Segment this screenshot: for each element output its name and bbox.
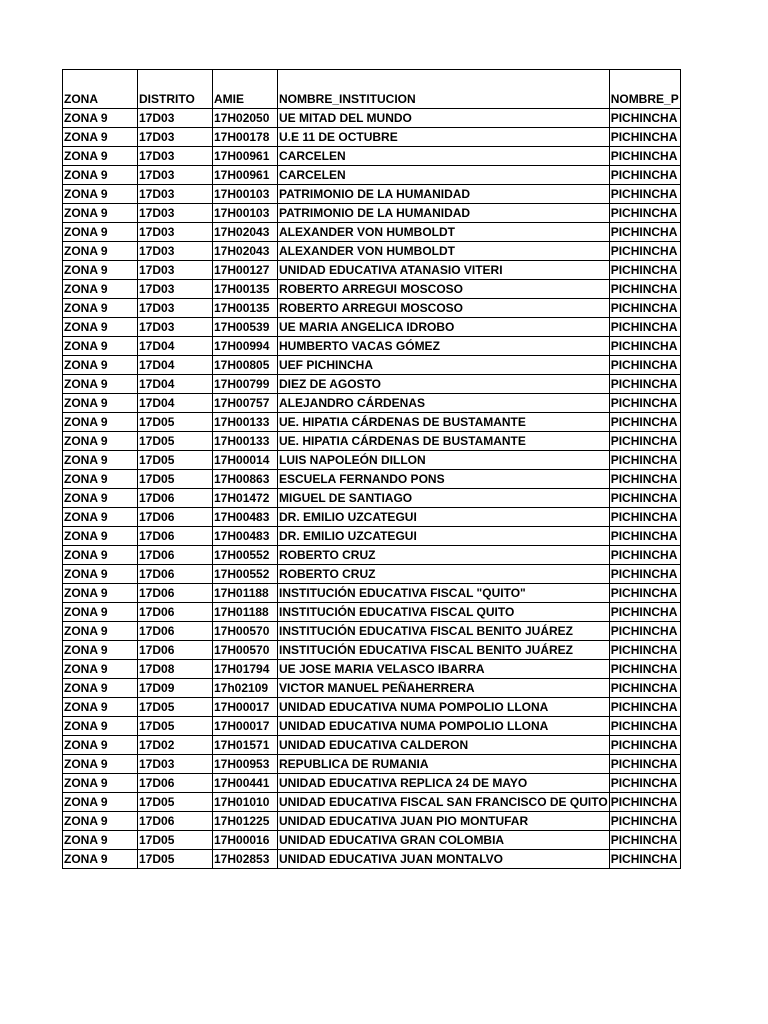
distrito-cell[interactable]: 17D06	[138, 527, 213, 546]
table-row	[63, 679, 681, 698]
provincia-cell[interactable]: PICHINCHA	[609, 850, 680, 869]
amie-cell[interactable]: 17H00127	[213, 261, 278, 280]
institucion-cell[interactable]: UNIDAD EDUCATIVA CALDERON	[278, 736, 610, 755]
zona-cell[interactable]: ZONA 9	[63, 299, 138, 318]
distrito-cell[interactable]: 17D03	[138, 280, 213, 299]
provincia-cell[interactable]: PICHINCHA	[609, 413, 680, 432]
institucion-cell[interactable]: UE MITAD DEL MUNDO	[278, 109, 610, 128]
zona-cell[interactable]: ZONA 9	[63, 508, 138, 527]
zona-cell[interactable]: ZONA 9	[63, 584, 138, 603]
institucion-cell[interactable]: ROBERTO ARREGUI MOSCOSO	[278, 299, 610, 318]
institucion-cell[interactable]: DR. EMILIO UZCATEGUI	[278, 508, 610, 527]
spreadsheet-table	[62, 69, 681, 869]
zona-cell[interactable]: ZONA 9	[63, 413, 138, 432]
provincia-cell[interactable]: PICHINCHA	[609, 546, 680, 565]
header-amie[interactable]: AMIE	[213, 70, 278, 109]
zona-cell[interactable]: ZONA 9	[63, 375, 138, 394]
provincia-cell[interactable]: PICHINCHA	[609, 831, 680, 850]
table-row	[63, 432, 681, 451]
provincia-cell[interactable]: PICHINCHA	[609, 774, 680, 793]
zona-cell[interactable]: ZONA 9	[63, 527, 138, 546]
zona-cell[interactable]: ZONA 9	[63, 128, 138, 147]
distrito-cell[interactable]: 17D06	[138, 546, 213, 565]
table-row	[63, 831, 681, 850]
provincia-cell[interactable]: PICHINCHA	[609, 565, 680, 584]
amie-cell[interactable]: 17H02043	[213, 242, 278, 261]
amie-cell[interactable]: 17H00483	[213, 527, 278, 546]
provincia-cell[interactable]: PICHINCHA	[609, 128, 680, 147]
amie-cell[interactable]: 17H01472	[213, 489, 278, 508]
provincia-cell[interactable]: PICHINCHA	[609, 166, 680, 185]
header-row	[63, 70, 681, 109]
provincia-cell[interactable]: PICHINCHA	[609, 318, 680, 337]
amie-cell[interactable]: 17H00799	[213, 375, 278, 394]
table-row	[63, 755, 681, 774]
distrito-cell[interactable]: 17D05	[138, 451, 213, 470]
provincia-cell[interactable]: PICHINCHA	[609, 584, 680, 603]
table-row	[63, 280, 681, 299]
amie-cell[interactable]: 17H00552	[213, 565, 278, 584]
distrito-cell[interactable]: 17D03	[138, 242, 213, 261]
institucion-cell[interactable]: ROBERTO CRUZ	[278, 546, 610, 565]
zona-cell[interactable]: ZONA 9	[63, 318, 138, 337]
table-row	[63, 261, 681, 280]
provincia-cell[interactable]: PICHINCHA	[609, 280, 680, 299]
provincia-cell[interactable]: PICHINCHA	[609, 508, 680, 527]
table-row	[63, 622, 681, 641]
table-row	[63, 850, 681, 869]
table-row	[63, 603, 681, 622]
distrito-cell[interactable]: 17D05	[138, 698, 213, 717]
distrito-cell[interactable]: 17D03	[138, 147, 213, 166]
table-row	[63, 793, 681, 812]
amie-cell[interactable]: 17H01225	[213, 812, 278, 831]
zona-cell[interactable]: ZONA 9	[63, 774, 138, 793]
distrito-cell[interactable]: 17D03	[138, 204, 213, 223]
institucion-cell[interactable]: MIGUEL DE SANTIAGO	[278, 489, 610, 508]
amie-cell[interactable]: 17H00016	[213, 831, 278, 850]
zona-cell[interactable]: ZONA 9	[63, 394, 138, 413]
header-nombre-institucion[interactable]: NOMBRE_INSTITUCION	[278, 70, 610, 109]
institucion-cell[interactable]: INSTITUCIÓN EDUCATIVA FISCAL BENITO JUÁREZ	[278, 641, 610, 660]
table-row	[63, 546, 681, 565]
amie-cell[interactable]: 17H02043	[213, 223, 278, 242]
institucion-cell[interactable]: LUIS NAPOLEÓN DILLON	[278, 451, 610, 470]
zona-cell[interactable]: ZONA 9	[63, 565, 138, 584]
institucion-cell[interactable]: ALEXANDER VON HUMBOLDT	[278, 242, 610, 261]
zona-cell[interactable]: ZONA 9	[63, 812, 138, 831]
zona-cell[interactable]: ZONA 9	[63, 204, 138, 223]
table-row	[63, 128, 681, 147]
zona-cell[interactable]: ZONA 9	[63, 223, 138, 242]
zona-cell[interactable]: ZONA 9	[63, 717, 138, 736]
zona-cell[interactable]: ZONA 9	[63, 489, 138, 508]
distrito-cell[interactable]: 17D03	[138, 223, 213, 242]
zona-cell[interactable]: ZONA 9	[63, 356, 138, 375]
zona-cell[interactable]: ZONA 9	[63, 546, 138, 565]
amie-cell[interactable]: 17H02050	[213, 109, 278, 128]
distrito-cell[interactable]: 17D06	[138, 508, 213, 527]
amie-cell[interactable]: 17H00135	[213, 280, 278, 299]
distrito-cell[interactable]: 17D03	[138, 185, 213, 204]
distrito-cell[interactable]: 17D03	[138, 128, 213, 147]
zona-cell[interactable]: ZONA 9	[63, 698, 138, 717]
table-row	[63, 204, 681, 223]
table-row	[63, 717, 681, 736]
institucion-cell[interactable]: VICTOR MANUEL PEÑAHERRERA	[278, 679, 610, 698]
institucion-cell[interactable]: CARCELEN	[278, 166, 610, 185]
provincia-cell[interactable]: PICHINCHA	[609, 755, 680, 774]
amie-cell[interactable]: 17H00178	[213, 128, 278, 147]
table-row	[63, 508, 681, 527]
provincia-cell[interactable]: PICHINCHA	[609, 812, 680, 831]
distrito-cell[interactable]: 17D06	[138, 641, 213, 660]
zona-cell[interactable]: ZONA 9	[63, 755, 138, 774]
amie-cell[interactable]: 17H00552	[213, 546, 278, 565]
provincia-cell[interactable]: PICHINCHA	[609, 451, 680, 470]
amie-cell[interactable]: 17H00961	[213, 147, 278, 166]
provincia-cell[interactable]: PICHINCHA	[609, 679, 680, 698]
zona-cell[interactable]: ZONA 9	[63, 641, 138, 660]
provincia-cell[interactable]: PICHINCHA	[609, 375, 680, 394]
institucion-cell[interactable]: ROBERTO ARREGUI MOSCOSO	[278, 280, 610, 299]
amie-cell[interactable]: 17H00539	[213, 318, 278, 337]
provincia-cell[interactable]: PICHINCHA	[609, 603, 680, 622]
institucion-cell[interactable]: UNIDAD EDUCATIVA JUAN MONTALVO	[278, 850, 610, 869]
amie-cell[interactable]: 17H00135	[213, 299, 278, 318]
distrito-cell[interactable]: 17D06	[138, 489, 213, 508]
institucion-cell[interactable]: UE. HIPATIA CÁRDENAS DE BUSTAMANTE	[278, 432, 610, 451]
institucion-cell[interactable]: INSTITUCIÓN EDUCATIVA FISCAL QUITO	[278, 603, 610, 622]
header-nombre-provincia[interactable]: NOMBRE_P	[609, 70, 680, 109]
amie-cell[interactable]: 17H00483	[213, 508, 278, 527]
institucion-cell[interactable]: UNIDAD EDUCATIVA REPLICA 24 DE MAYO	[278, 774, 610, 793]
distrito-cell[interactable]: 17D03	[138, 109, 213, 128]
amie-cell[interactable]: 17H00757	[213, 394, 278, 413]
amie-cell[interactable]: 17H01571	[213, 736, 278, 755]
institucion-cell[interactable]: INSTITUCIÓN EDUCATIVA FISCAL BENITO JUÁREZ	[278, 622, 610, 641]
distrito-cell[interactable]: 17D06	[138, 565, 213, 584]
distrito-cell[interactable]: 17D05	[138, 831, 213, 850]
institucion-cell[interactable]: CARCELEN	[278, 147, 610, 166]
amie-cell[interactable]: 17H00017	[213, 698, 278, 717]
provincia-cell[interactable]: PICHINCHA	[609, 242, 680, 261]
distrito-cell[interactable]: 17D06	[138, 812, 213, 831]
distrito-cell[interactable]: 17D05	[138, 793, 213, 812]
table-row	[63, 223, 681, 242]
provincia-cell[interactable]: PICHINCHA	[609, 261, 680, 280]
zona-cell[interactable]: ZONA 9	[63, 432, 138, 451]
table-row	[63, 413, 681, 432]
institucion-cell[interactable]: UNIDAD EDUCATIVA GRAN COLOMBIA	[278, 831, 610, 850]
table-row	[63, 375, 681, 394]
table-row	[63, 109, 681, 128]
distrito-cell[interactable]: 17D06	[138, 622, 213, 641]
table-row	[63, 489, 681, 508]
provincia-cell[interactable]: PICHINCHA	[609, 223, 680, 242]
table-body	[63, 109, 681, 869]
zona-cell[interactable]: ZONA 9	[63, 147, 138, 166]
amie-cell[interactable]: 17h02109	[213, 679, 278, 698]
table-row	[63, 242, 681, 261]
amie-cell[interactable]: 17H01794	[213, 660, 278, 679]
institucion-cell[interactable]: UEF PICHINCHA	[278, 356, 610, 375]
table-row	[63, 812, 681, 831]
zona-cell[interactable]: ZONA 9	[63, 166, 138, 185]
table-row	[63, 736, 681, 755]
institucion-cell[interactable]: ESCUELA FERNANDO PONS	[278, 470, 610, 489]
zona-cell[interactable]: ZONA 9	[63, 185, 138, 204]
zona-cell[interactable]: ZONA 9	[63, 831, 138, 850]
zona-cell[interactable]: ZONA 9	[63, 622, 138, 641]
table-row	[63, 299, 681, 318]
table-row	[63, 527, 681, 546]
amie-cell[interactable]: 17H00570	[213, 641, 278, 660]
provincia-cell[interactable]: PICHINCHA	[609, 356, 680, 375]
provincia-cell[interactable]: PICHINCHA	[609, 432, 680, 451]
zona-cell[interactable]: ZONA 9	[63, 337, 138, 356]
zona-cell[interactable]: ZONA 9	[63, 261, 138, 280]
amie-cell[interactable]: 17H01188	[213, 584, 278, 603]
provincia-cell[interactable]: PICHINCHA	[609, 660, 680, 679]
distrito-cell[interactable]: 17D06	[138, 603, 213, 622]
distrito-cell[interactable]: 17D03	[138, 261, 213, 280]
distrito-cell[interactable]: 17D03	[138, 755, 213, 774]
institucion-cell[interactable]: U.E 11 DE OCTUBRE	[278, 128, 610, 147]
distrito-cell[interactable]: 17D04	[138, 375, 213, 394]
institucion-cell[interactable]: UE JOSE MARIA VELASCO IBARRA	[278, 660, 610, 679]
institucion-cell[interactable]: UNIDAD EDUCATIVA NUMA POMPOLIO LLONA	[278, 698, 610, 717]
header-zona[interactable]: ZONA	[63, 70, 138, 109]
provincia-cell[interactable]: PICHINCHA	[609, 147, 680, 166]
amie-cell[interactable]: 17H02853	[213, 850, 278, 869]
distrito-cell[interactable]: 17D05	[138, 850, 213, 869]
zona-cell[interactable]: ZONA 9	[63, 451, 138, 470]
amie-cell[interactable]: 17H00953	[213, 755, 278, 774]
provincia-cell[interactable]: PICHINCHA	[609, 641, 680, 660]
amie-cell[interactable]: 17H00805	[213, 356, 278, 375]
zona-cell[interactable]: ZONA 9	[63, 660, 138, 679]
amie-cell[interactable]: 17H00133	[213, 413, 278, 432]
zona-cell[interactable]: ZONA 9	[63, 470, 138, 489]
provincia-cell[interactable]: PICHINCHA	[609, 489, 680, 508]
zona-cell[interactable]: ZONA 9	[63, 850, 138, 869]
distrito-cell[interactable]: 17D04	[138, 356, 213, 375]
institucion-cell[interactable]: UNIDAD EDUCATIVA ATANASIO VITERI	[278, 261, 610, 280]
table-row	[63, 337, 681, 356]
distrito-cell[interactable]: 17D03	[138, 166, 213, 185]
institucion-cell[interactable]: UE. HIPATIA CÁRDENAS DE BUSTAMANTE	[278, 413, 610, 432]
institucion-cell[interactable]: ROBERTO CRUZ	[278, 565, 610, 584]
distrito-cell[interactable]: 17D05	[138, 717, 213, 736]
distrito-cell[interactable]: 17D06	[138, 584, 213, 603]
distrito-cell[interactable]: 17D03	[138, 299, 213, 318]
institucion-cell[interactable]: DIEZ DE AGOSTO	[278, 375, 610, 394]
distrito-cell[interactable]: 17D02	[138, 736, 213, 755]
zona-cell[interactable]: ZONA 9	[63, 736, 138, 755]
zona-cell[interactable]: ZONA 9	[63, 242, 138, 261]
table-row	[63, 470, 681, 489]
table-row	[63, 641, 681, 660]
zona-cell[interactable]: ZONA 9	[63, 280, 138, 299]
table-row	[63, 774, 681, 793]
provincia-cell[interactable]: PICHINCHA	[609, 337, 680, 356]
distrito-cell[interactable]: 17D08	[138, 660, 213, 679]
header-distrito[interactable]: DISTRITO	[138, 70, 213, 109]
provincia-cell[interactable]: PICHINCHA	[609, 736, 680, 755]
table-row	[63, 318, 681, 337]
provincia-cell[interactable]: PICHINCHA	[609, 394, 680, 413]
provincia-cell[interactable]: PICHINCHA	[609, 527, 680, 546]
zona-cell[interactable]: ZONA 9	[63, 679, 138, 698]
table-row	[63, 698, 681, 717]
table-row	[63, 394, 681, 413]
table-row	[63, 147, 681, 166]
amie-cell[interactable]: 17H01010	[213, 793, 278, 812]
provincia-cell[interactable]: PICHINCHA	[609, 470, 680, 489]
institucion-cell[interactable]: UNIDAD EDUCATIVA FISCAL SAN FRANCISCO DE QUITO	[278, 793, 610, 812]
zona-cell[interactable]: ZONA 9	[63, 793, 138, 812]
distrito-cell[interactable]: 17D04	[138, 394, 213, 413]
distrito-cell[interactable]: 17D05	[138, 432, 213, 451]
distrito-cell[interactable]: 17D05	[138, 413, 213, 432]
amie-cell[interactable]: 17H00863	[213, 470, 278, 489]
institucion-cell[interactable]: UNIDAD EDUCATIVA NUMA POMPOLIO LLONA	[278, 717, 610, 736]
provincia-cell[interactable]: PICHINCHA	[609, 622, 680, 641]
amie-cell[interactable]: 17H00103	[213, 185, 278, 204]
table-row	[63, 451, 681, 470]
institucion-cell[interactable]: INSTITUCIÓN EDUCATIVA FISCAL "QUITO"	[278, 584, 610, 603]
institucion-cell[interactable]: PATRIMONIO DE LA HUMANIDAD	[278, 204, 610, 223]
institucion-cell[interactable]: HUMBERTO VACAS GÓMEZ	[278, 337, 610, 356]
institucion-cell[interactable]: DR. EMILIO UZCATEGUI	[278, 527, 610, 546]
amie-cell[interactable]: 17H00961	[213, 166, 278, 185]
provincia-cell[interactable]: PICHINCHA	[609, 109, 680, 128]
table-row	[63, 185, 681, 204]
table-row	[63, 660, 681, 679]
provincia-cell[interactable]: PICHINCHA	[609, 185, 680, 204]
institucion-cell[interactable]: UE MARIA ANGELICA IDROBO	[278, 318, 610, 337]
table-row	[63, 356, 681, 375]
distrito-cell[interactable]: 17D04	[138, 337, 213, 356]
institucion-cell[interactable]: REPUBLICA DE RUMANIA	[278, 755, 610, 774]
provincia-cell[interactable]: PICHINCHA	[609, 698, 680, 717]
provincia-cell[interactable]: PICHINCHA	[609, 717, 680, 736]
amie-cell[interactable]: 17H00441	[213, 774, 278, 793]
provincia-cell[interactable]: PICHINCHA	[609, 299, 680, 318]
table-row	[63, 584, 681, 603]
institucion-cell[interactable]: ALEXANDER VON HUMBOLDT	[278, 223, 610, 242]
institucion-cell[interactable]: PATRIMONIO DE LA HUMANIDAD	[278, 185, 610, 204]
institucion-cell[interactable]: UNIDAD EDUCATIVA JUAN PIO MONTUFAR	[278, 812, 610, 831]
table-row	[63, 565, 681, 584]
amie-cell[interactable]: 17H00103	[213, 204, 278, 223]
amie-cell[interactable]: 17H00017	[213, 717, 278, 736]
amie-cell[interactable]: 17H00570	[213, 622, 278, 641]
zona-cell[interactable]: ZONA 9	[63, 109, 138, 128]
distrito-cell[interactable]: 17D05	[138, 470, 213, 489]
zona-cell[interactable]: ZONA 9	[63, 603, 138, 622]
amie-cell[interactable]: 17H00133	[213, 432, 278, 451]
amie-cell[interactable]: 17H00994	[213, 337, 278, 356]
provincia-cell[interactable]: PICHINCHA	[609, 204, 680, 223]
amie-cell[interactable]: 17H01188	[213, 603, 278, 622]
table-row	[63, 166, 681, 185]
institucion-cell[interactable]: ALEJANDRO CÁRDENAS	[278, 394, 610, 413]
distrito-cell[interactable]: 17D06	[138, 774, 213, 793]
provincia-cell[interactable]: PICHINCHA	[609, 793, 680, 812]
amie-cell[interactable]: 17H00014	[213, 451, 278, 470]
distrito-cell[interactable]: 17D09	[138, 679, 213, 698]
distrito-cell[interactable]: 17D03	[138, 318, 213, 337]
